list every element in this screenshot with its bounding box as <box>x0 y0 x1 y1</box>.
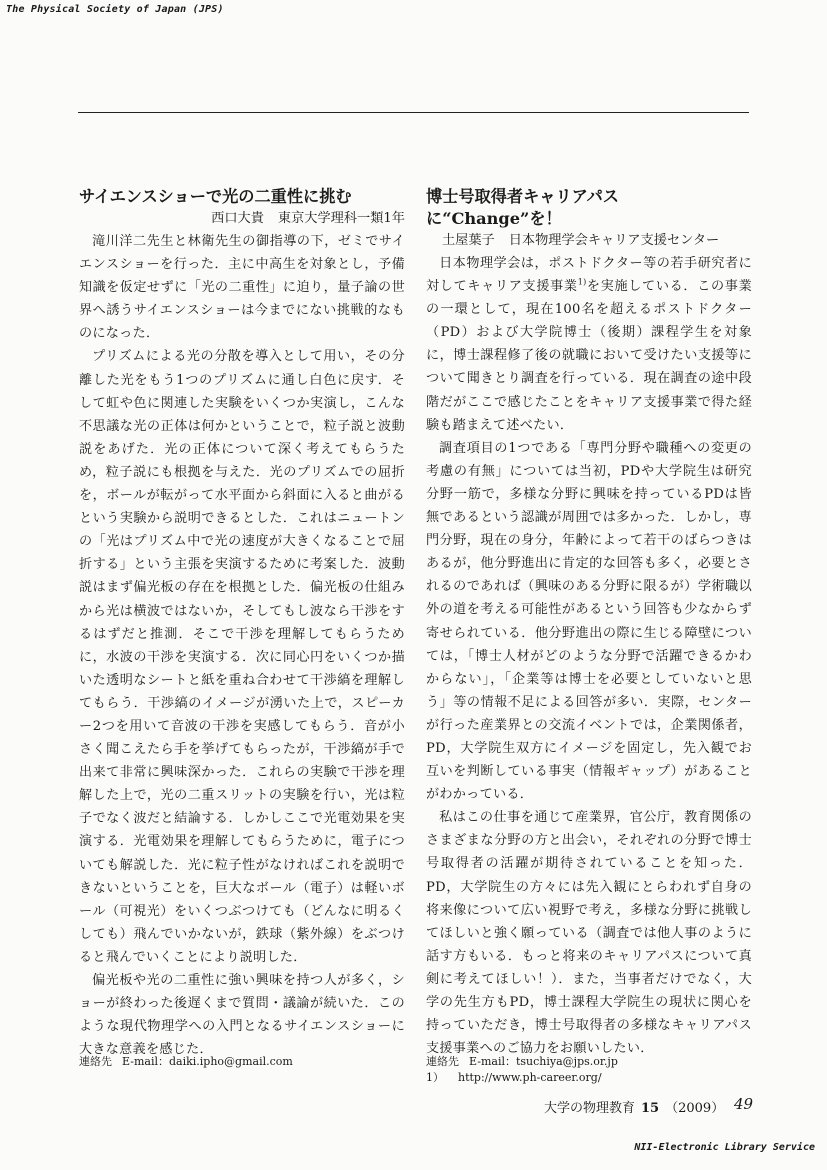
journal-name: 大学の物理教育 <box>544 1101 636 1116</box>
publisher-header: The Physical Society of Japan (JPS) <box>6 4 224 15</box>
contact-label: 連絡先 <box>426 1055 459 1068</box>
journal-volume: 15 <box>641 1101 660 1116</box>
left-article-author <box>79 208 405 230</box>
left-article-title: サイエンスショーで光の二重性に挑む <box>79 187 352 206</box>
right-paragraph-2: 調査項目の1つである「専門分野や職種への変更の考慮の有無」については当初，PDや大学院生は研究分野一筋で，多様な分野に興味を持っているPDは皆無であるという認識が周囲では多かった．しかし，専門分野，現在の身分，年齢によって若干のばらつきはあるが，他分野進出に肯定的な回答も多く，必要とされるのであれば（興味のある分野に限るが）学術職以外の道を考える可能性があるという回答も少なからず寄せられている．他分野進出の際に生じる障壁については，「博士人材がどのような分野で活躍できるかわからない」，「企業等は博士を必要としていないと思う」等の情報不足による回答が多い．実際，センターが行った産業界との交流イベントでは，企業関係者，PD，大学院生双方にイメージを固定し，先入観でお互いを判断している事実（情報ギャップ）があることがわかっている． <box>426 440 752 803</box>
footnote-url[interactable]: http://www.ph-career.org/ <box>458 1071 602 1085</box>
left-contact <box>79 1053 293 1069</box>
right-paragraph-3: 私はこの仕事を通じて産業界，官公庁，教育関係のさまざまな分野の方と出会い，それぞれの分野で博士号取得者の活躍が期待されていることを知った．PD，大学院生の方々には先入観にとらわれず自身の将来像について広い視野で考え，多様な分野に挑戦してほしいと強く願っている（調査では他人事のように話す方もいる．もっと将来のキャリアパスについて真剣に考えてほしい！）．また，当事者だけでなく，大学の先生方もPD，博士課程大学院生の現状に関心を持っていただき，博士号取得者の多様なキャリアパス支援事業へのご協力をお願いしたい． <box>426 810 752 1057</box>
title-end: を！ <box>529 209 562 228</box>
contact-email[interactable]: E-mail：tsuchiya@jps.or.jp <box>469 1055 618 1068</box>
right-paragraph-1-b: を実施している．この事業の一環として，現在100名を超えるポストドクター（PD）および大学院博士（後期）課程学生を対象に，博士課程修了後の就職において受けたい支援等について聞きとり調査を行っている．現在調査の途中段階だがここで感じたことをキャリア支援事業で得た経験も踏まえて述べたい． <box>426 279 752 433</box>
author-affiliation: 東京大学理科一類1年 <box>277 211 405 226</box>
footnote-ref: 1) <box>577 277 587 287</box>
contact-email[interactable]: E-mail：daiki.ipho@gmail.com <box>122 1055 293 1068</box>
title-en: “Change” <box>442 209 530 228</box>
right-contact <box>426 1053 618 1069</box>
author-affiliation: 日本物理学会キャリア支援センター <box>508 233 720 248</box>
left-paragraph-3: 偏光板や光の二重性に強い興味を持つ人が多く，ショーが終わった後遅くまで質問・議論が続いた．このような現代物理学への入門となるサイエンスショーに大きな意義を感じた． <box>79 973 405 1058</box>
right-paragraph-1 <box>426 252 752 437</box>
title-jp: 博士号取得者キャリアパスに <box>426 187 619 228</box>
right-paragraph-1-a: 日本物理学会は，ポストドクター等の若手研究者に対してキャリア支援事業 <box>426 256 752 295</box>
right-article <box>426 186 752 1086</box>
left-paragraph-2: プリズムによる光の分散を導入として用い，その分離した光をもう1つのプリズムに通し白色に戻す．そして虹や色に関連した実験をいくつか実演し，こんな不思議な光の正体は何かということで，粒子説と波動説をあげた．光の正体について深く考えてもらうため，粒子説にも根拠を与えた．光のプリズムでの屈折を，ボールが転がって水平面から斜面に入ると曲がるという実験から説明できるとした．これはニュートンの「光はプリズム中で光の速度が大きくなることで屈折する」という主張を実演するために考案した．波動説はまず偏光板の存在を根拠とした．偏光板の仕組みから光は横波ではないか，そしてもし波なら干渉をするはずだと推測．そこで干渉を理解してもらうために，水波の干渉を実演する．次に同心円をいくつか描いた透明なシートと紙を重ね合わせて干渉縞を理解してもらう．干渉縞のイメージが湧いた上で，スピーカー2つを用いて音波の干渉を実感してもらう．音が小さく聞こえたら手を挙げてもらったが，干渉縞が手で出来て非常に興味深かった．これらの実験で干渉を理解した上で，光の二重スリットの実験を行い，光は粒子でなく波だと結論する．しかしここで光電効果を実演する．光電効果を理解してもらうために，電子についても解説した．光に粒子性がなければこれを説明できないということを，巨大なボール（電子）は軽いボール（可視光）をいくつぶつけても（どんなに明るくしても）飛んでいかないが，鉄球（紫外線）をぶつけると飛んでいくことにより説明した． <box>79 349 405 965</box>
journal-footer <box>544 1097 724 1116</box>
journal-year: （2009） <box>665 1101 725 1116</box>
author-name: 土屋葉子 <box>442 233 495 248</box>
service-footer: NII-Electronic Library Service <box>634 1142 815 1153</box>
author-name: 西口大貴 <box>211 211 264 226</box>
footnote <box>426 1070 752 1086</box>
contact-label: 連絡先 <box>79 1055 112 1068</box>
footnote-number: 1） <box>426 1071 444 1085</box>
left-article <box>79 186 405 1061</box>
right-article-title <box>426 186 752 230</box>
header-rule <box>78 112 749 113</box>
right-article-author <box>426 230 752 252</box>
left-paragraph-1: 滝川洋二先生と林衛先生の御指導の下，ゼミでサイエンスショーを行った．主に中高生を対象とし，予備知識を仮定せずに「光の二重性」に迫り，量子論の世界へ誘うサイエンスショーは今までにない挑戦的なものになった． <box>79 234 405 342</box>
page-number: 49 <box>734 1095 754 1113</box>
